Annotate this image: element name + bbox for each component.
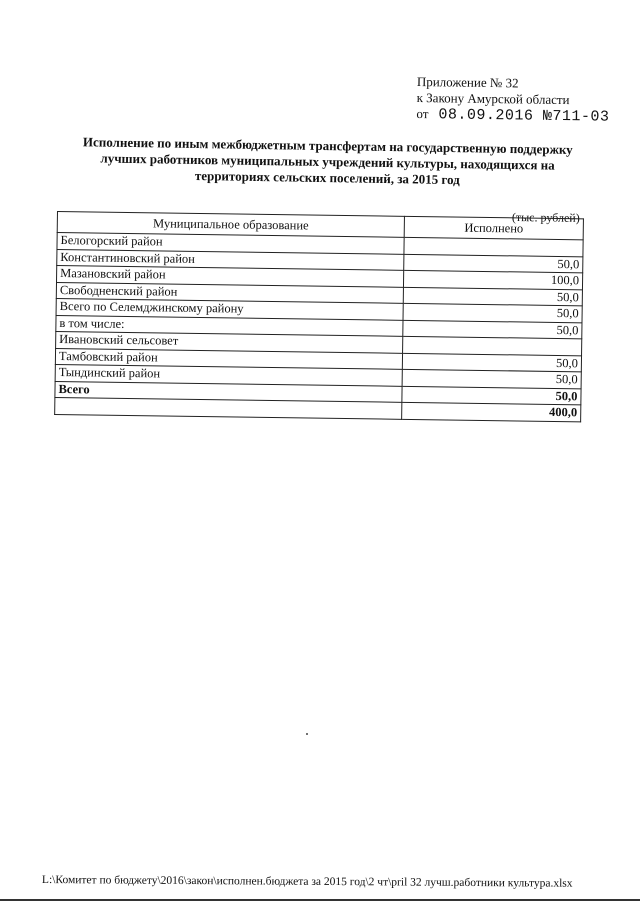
total-value: 400,0: [402, 402, 581, 421]
appendix-line-1: Приложение № 32: [416, 74, 519, 91]
row-name: Ивановский сельсовет: [56, 331, 403, 352]
row-name: Константиновский район: [57, 249, 404, 270]
appendix-date-line: [416, 106, 609, 126]
unit-label: (тыс. рублей): [511, 210, 580, 225]
row-value: 50,0: [404, 254, 583, 273]
row-name: Мазановский район: [57, 266, 404, 287]
scan-bottom-edge: [0, 899, 640, 901]
row-name: Тамбовский район: [55, 348, 402, 369]
document-title: [67, 134, 588, 190]
table-container: [54, 211, 584, 422]
title-line-1: Исполнение по иным межбюджетным трансфертам на государственную поддержку: [82, 134, 573, 157]
row-name: Белогорский район: [57, 233, 404, 254]
row-name: Тындинский район: [55, 364, 402, 385]
appendix-line-2: к Закону Амурской области: [416, 89, 570, 108]
transfers-table: [54, 211, 584, 422]
row-name: Всего: [55, 381, 402, 402]
title-line-2: лучших работников муниципальных учреждений культуры, находящихся на: [100, 150, 555, 173]
row-value: 50,0: [403, 287, 582, 306]
row-value: 50,0: [402, 386, 581, 405]
row-name: в том числе:: [56, 315, 403, 336]
row-value: 100,0: [404, 270, 583, 289]
date-prefix: от: [416, 105, 429, 122]
row-name: Всего по Селемджинскому району: [56, 298, 403, 319]
row-name: [55, 397, 402, 418]
row-value: 50,0: [402, 353, 581, 372]
header-executed: Исполнено: [404, 216, 583, 239]
scan-speck: [306, 733, 308, 735]
appendix-block: [416, 74, 610, 126]
row-value: 50,0: [402, 369, 581, 388]
row-name: Свободненский район: [56, 282, 403, 303]
row-value: 50,0: [403, 320, 582, 339]
row-value: 50,0: [403, 303, 582, 322]
law-date-number: 08.09.2016 №711-03: [438, 106, 610, 126]
header-municipality: Муниципальное образование: [57, 212, 404, 238]
title-line-3: территориях сельских поселений, за 2015 год: [194, 167, 460, 188]
file-path-footer: L:\Комитет по бюджету\2016\закон\исполнен.бюджета за 2015 год\2 чт\pril 32 лучш.работники культура.xlsx: [41, 874, 573, 890]
